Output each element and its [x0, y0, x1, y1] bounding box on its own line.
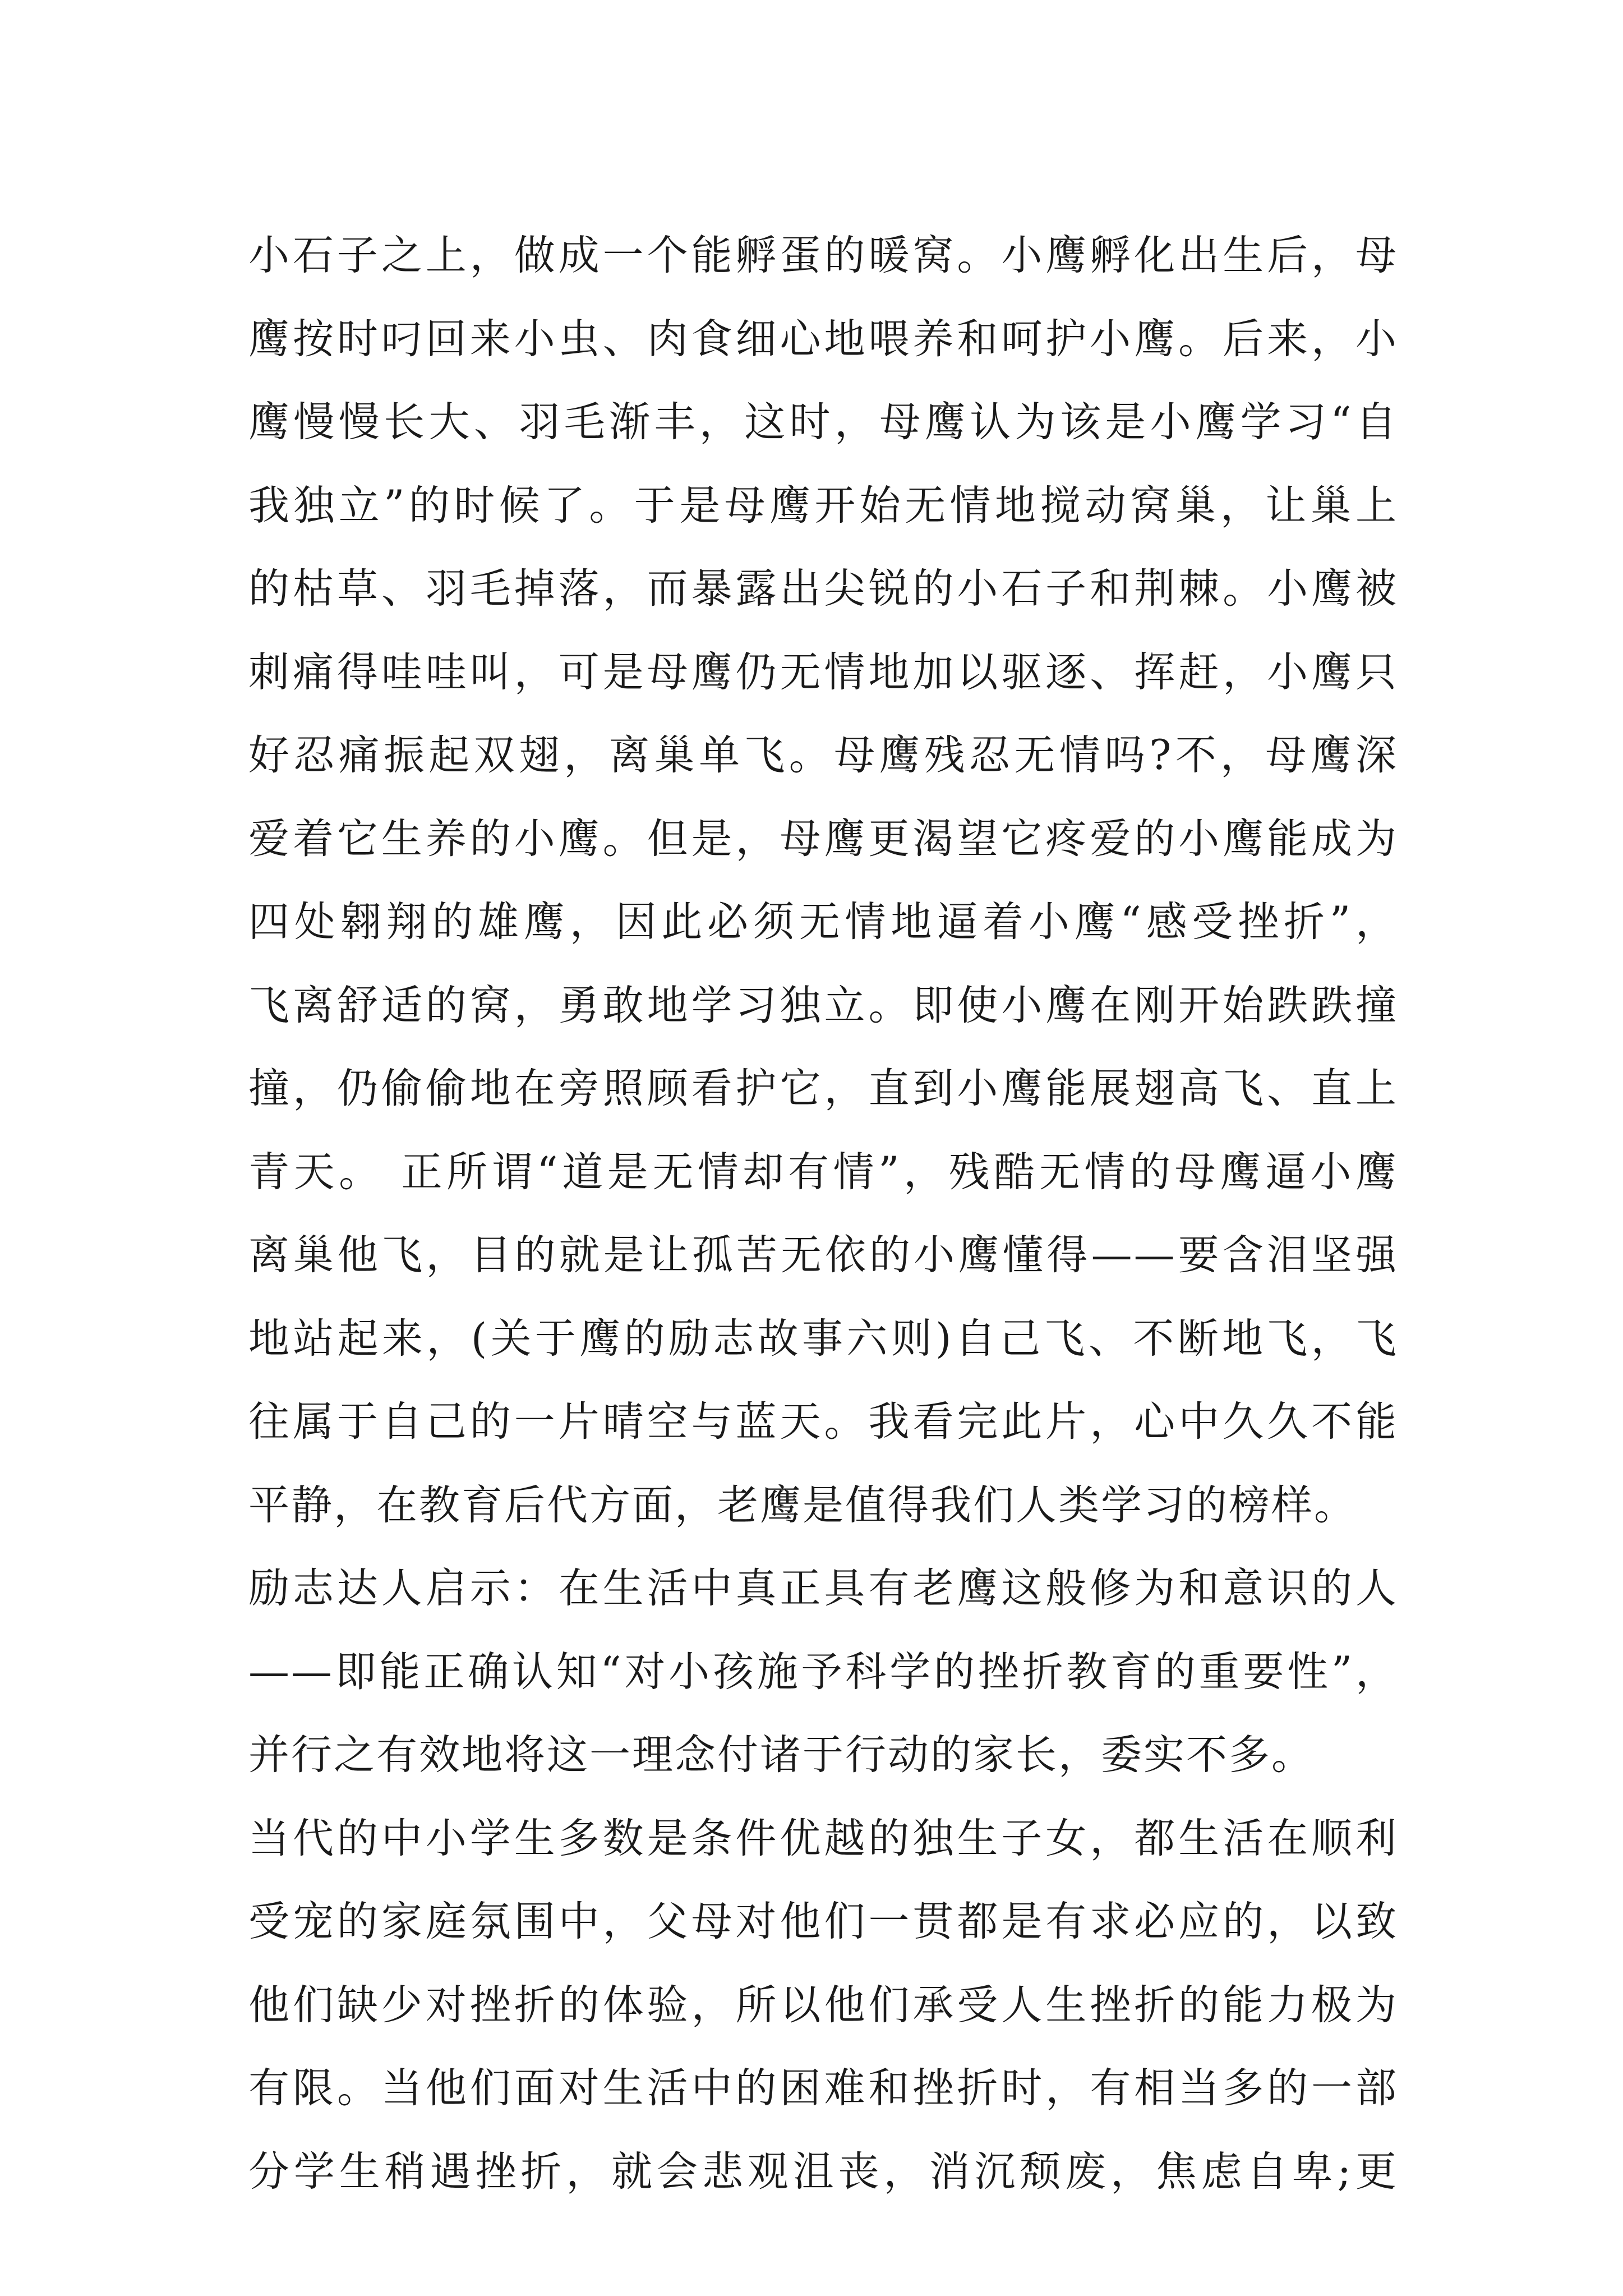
text-line: 的枯草、羽毛掉落，而暴露出尖锐的小石子和荆棘。小鹰被: [248, 565, 1398, 613]
text-line: 平静，在教育后代方面，老鹰是值得我们人类学习的榜样。: [248, 1481, 1357, 1529]
text-line: 我独立”的时候了。于是母鹰开始无情地搅动窝巢，让巢上: [248, 481, 1398, 530]
text-line: 励志达人启示：在生活中真正具有老鹰这般修为和意识的人: [248, 1565, 1398, 1612]
text-line: ——即能正确认知“对小孩施予科学的挫折教育的重要性”，: [248, 1648, 1398, 1696]
text-line: 受宠的家庭氛围中，父母对他们一贯都是有求必应的，以致: [248, 1898, 1398, 1945]
text-line: 撞，仍偷偷地在旁照顾看护它，直到小鹰能展翅高飞、直上: [248, 1065, 1398, 1112]
text-line: 他们缺少对挫折的体验，所以他们承受人生挫折的能力极为: [248, 1981, 1398, 2029]
text-line: 爱着它生养的小鹰。但是，母鹰更渴望它疼爱的小鹰能成为: [248, 815, 1398, 863]
text-line: 地站起来，(关于鹰的励志故事六则)自己飞、不断地飞，飞: [248, 1314, 1398, 1363]
text-line: 并行之有效地将这一理念付诸于行动的家长，委实不多。: [248, 1731, 1314, 1779]
text-line: 鹰慢慢长大、羽毛渐丰，这时，母鹰认为该是小鹰学习“自: [248, 398, 1398, 446]
text-line: 好忍痛振起双翅，离巢单飞。母鹰残忍无情吗?不，母鹰深: [248, 731, 1398, 779]
text-line: 刺痛得哇哇叫，可是母鹰仍无情地加以驱逐、挥赶，小鹰只: [248, 648, 1398, 696]
text-line: 分学生稍遇挫折，就会悲观沮丧，消沉颓废，焦虑自卑;更: [248, 2147, 1398, 2196]
body-text: [248, 214, 1398, 2214]
text-line: 青天。 正所谓“道是无情却有情”，残酷无情的母鹰逼小鹰: [248, 1148, 1398, 1196]
text-line: 飞离舒适的窝，勇敢地学习独立。即使小鹰在刚开始跌跌撞: [248, 981, 1398, 1029]
text-line: 往属于自己的一片晴空与蓝天。我看完此片，心中久久不能: [248, 1398, 1398, 1446]
text-line: 四处翱翔的雄鹰，因此必须无情地逼着小鹰“感受挫折”，: [248, 898, 1398, 946]
text-line: 小石子之上，做成一个能孵蛋的暖窝。小鹰孵化出生后，母: [248, 232, 1398, 279]
text-line: 鹰按时叼回来小虫、肉食细心地喂养和呵护小鹰。后来，小: [248, 315, 1398, 363]
text-line: 有限。当他们面对生活中的困难和挫折时，有相当多的一部: [248, 2064, 1398, 2112]
text-line: 当代的中小学生多数是条件优越的独生子女，都生活在顺利: [248, 1814, 1398, 1862]
text-line: 离巢他飞，目的就是让孤苦无依的小鹰懂得——要含泪坚强: [248, 1231, 1398, 1279]
